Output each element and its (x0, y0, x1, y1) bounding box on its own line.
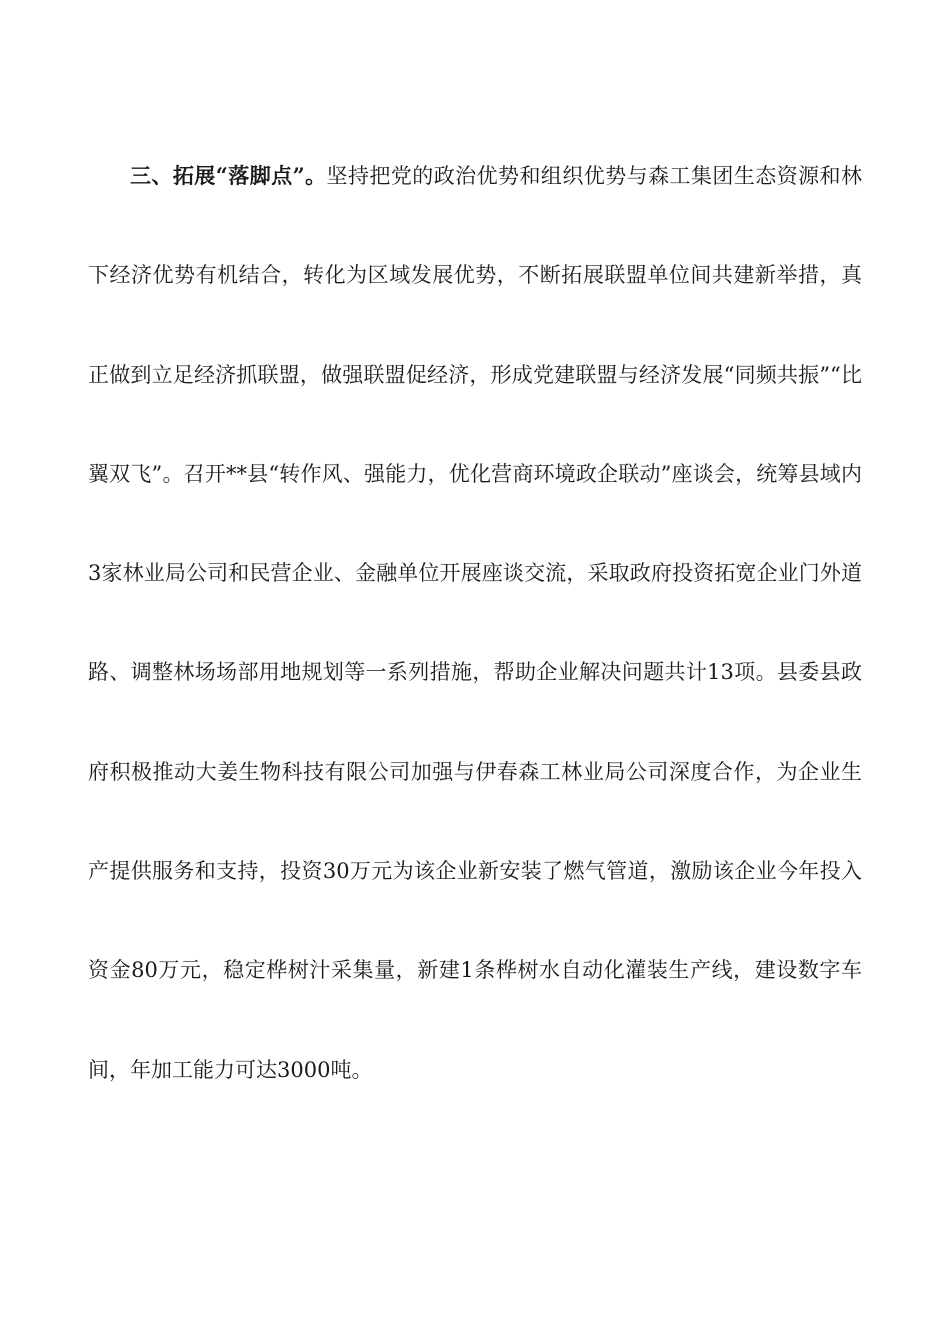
section-heading: 三、拓展“落脚点”。 (130, 163, 327, 188)
body-paragraph (88, 126, 862, 1120)
paragraph-body: 坚持把党的政治优势和组织优势与森工集团生态资源和林下经济优势有机结合，转化为区域发展优势，不断拓展联盟单位间共建新举措，真正做到立足经济抓联盟，做强联盟促经济，形成党建联盟与经济发展“同频共振”“比翼双飞”。召开**县“转作风、强能力，优化营商环境政企联动”座谈会，统筹县域内3家林业局公司和民营企业、金融单位开展座谈交流，采取政府投资拓宽企业门外道路、调整林场场部用地规划等一系列措施，帮助企业解决问题共计13项。县委县政府积极推动大姜生物科技有限公司加强与伊春森工林业局公司深度合作，为企业生产提供服务和支持，投资30万元为该企业新安装了燃气管道，激励该企业今年投入资金80万元，稳定桦树汁采集量，新建1条桦树水自动化灌装生产线，建设数字车间，年加工能力可达3000吨。 (88, 164, 862, 1082)
